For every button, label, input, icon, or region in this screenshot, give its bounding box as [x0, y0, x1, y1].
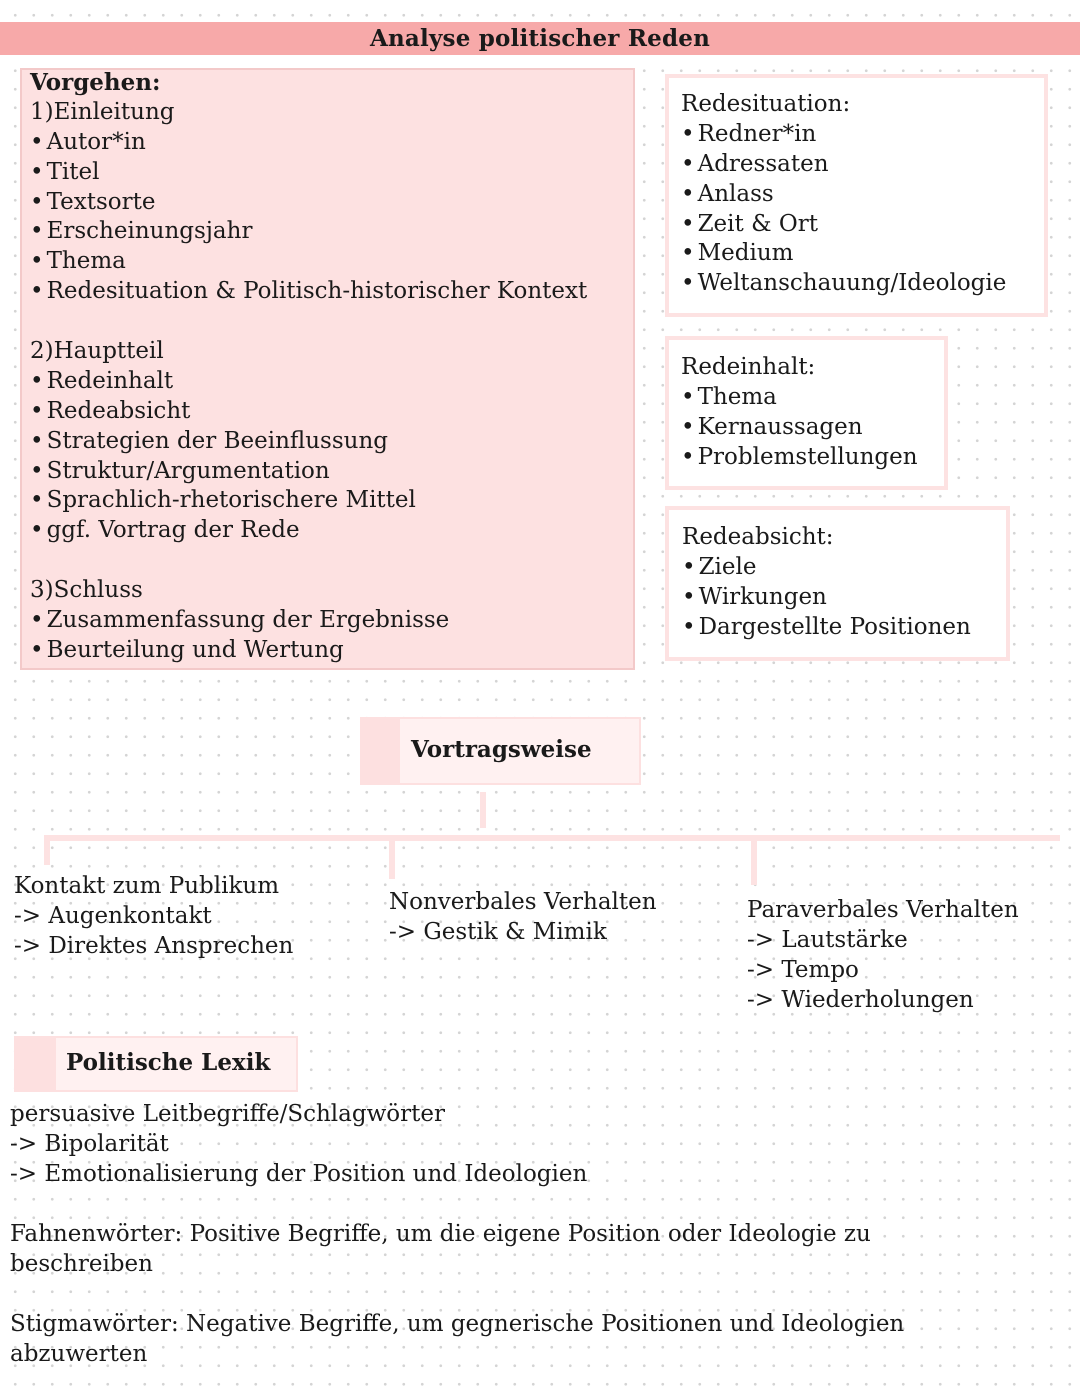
- branch-item: -> Gestik & Mimik: [389, 919, 607, 945]
- redeinhalt-heading: Redeinhalt:: [681, 354, 816, 380]
- branch-item: -> Lautstärke: [747, 927, 908, 953]
- branch-item: -> Augenkontakt: [14, 903, 212, 929]
- fahnenwoerter-line: beschreiben: [10, 1251, 153, 1277]
- connector-horizontal: [44, 835, 1060, 841]
- connector-branch: [44, 835, 50, 865]
- list-item: • Anlass: [681, 180, 1006, 210]
- branch-paraverbal: [747, 895, 1019, 1015]
- list-item: • Zeit & Ort: [681, 210, 1006, 240]
- section-title: 1)Einleitung: [30, 98, 175, 125]
- fahnenwoerter-line: Fahnenwörter: Positive Begriffe, um die eigene Position oder Ideologie zu: [10, 1221, 871, 1247]
- list-item: • Dargestellte Positionen: [682, 613, 971, 643]
- branch-item: -> Wiederholungen: [747, 987, 974, 1013]
- list-item: • Redeabsicht: [30, 397, 587, 427]
- list-item: • Kernaussagen: [681, 413, 918, 443]
- list-item: • Problemstellungen: [681, 443, 918, 473]
- lexik-item: -> Emotionalisierung der Position und Ideologien: [10, 1161, 588, 1187]
- redesituation-content: [681, 90, 1006, 299]
- lexik-item: -> Bipolarität: [10, 1131, 169, 1157]
- lexik-content: [10, 1099, 904, 1369]
- redesituation-heading: Redesituation:: [681, 91, 851, 117]
- connector-branch: [389, 835, 395, 879]
- list-item: • Struktur/Argumentation: [30, 457, 587, 487]
- lexik-heading: Politische Lexik: [66, 1049, 271, 1076]
- list-item: • Thema: [681, 383, 918, 413]
- list-item: • Ziele: [682, 553, 971, 583]
- connector-stem: [480, 792, 486, 828]
- list-item: • Thema: [30, 247, 587, 277]
- branch-title: Nonverbales Verhalten: [389, 889, 657, 915]
- vorgehen-content: [30, 68, 587, 666]
- vortragsweise-heading: Vortragsweise: [411, 736, 592, 763]
- redeabsicht-heading: Redeabsicht:: [682, 524, 834, 550]
- list-item: • Strategien der Beeinflussung: [30, 427, 587, 457]
- list-item: • Weltanschauung/Ideologie: [681, 269, 1006, 299]
- branch-title: Paraverbales Verhalten: [747, 897, 1019, 923]
- connector-branch: [751, 835, 757, 885]
- list-item: • Redesituation & Politisch-historischer Kontext: [30, 277, 587, 307]
- list-item: • Textsorte: [30, 188, 587, 218]
- list-item: • Sprachlich-rhetorischere Mittel: [30, 486, 587, 516]
- branch-kontakt: [14, 871, 293, 961]
- branch-nonverbal: [389, 887, 657, 947]
- section-title: 3)Schluss: [30, 577, 143, 604]
- list-item: • Wirkungen: [682, 583, 971, 613]
- branch-item: -> Tempo: [747, 957, 859, 983]
- stigmawoerter-line: Stigmawörter: Negative Begriffe, um gegnerische Positionen und Ideologien: [10, 1311, 905, 1337]
- list-item: • Redeinhalt: [30, 367, 587, 397]
- heading-accent: [362, 719, 400, 783]
- list-item: • Autor*in: [30, 128, 587, 158]
- list-item: • Zusammenfassung der Ergebnisse: [30, 606, 587, 636]
- list-item: • Titel: [30, 158, 587, 188]
- list-item: • Beurteilung und Wertung: [30, 636, 587, 666]
- branch-title: Kontakt zum Publikum: [14, 873, 280, 899]
- branch-item: -> Direktes Ansprechen: [14, 933, 294, 959]
- list-item: • Erscheinungsjahr: [30, 217, 587, 247]
- list-item: • Redner*in: [681, 120, 1006, 150]
- section-title: 2)Hauptteil: [30, 338, 164, 365]
- redeabsicht-content: [682, 523, 971, 643]
- list-item: • ggf. Vortrag der Rede: [30, 516, 587, 546]
- redeinhalt-content: [681, 353, 918, 473]
- stigmawoerter-line: abzuwerten: [10, 1341, 148, 1367]
- list-item: • Adressaten: [681, 150, 1006, 180]
- heading-accent: [16, 1038, 56, 1090]
- lexik-intro: persuasive Leitbegriffe/Schlagwörter: [10, 1101, 445, 1127]
- page-title: Analyse politischer Reden: [369, 25, 711, 52]
- list-item: • Medium: [681, 239, 1006, 269]
- vorgehen-heading: Vorgehen:: [30, 69, 161, 96]
